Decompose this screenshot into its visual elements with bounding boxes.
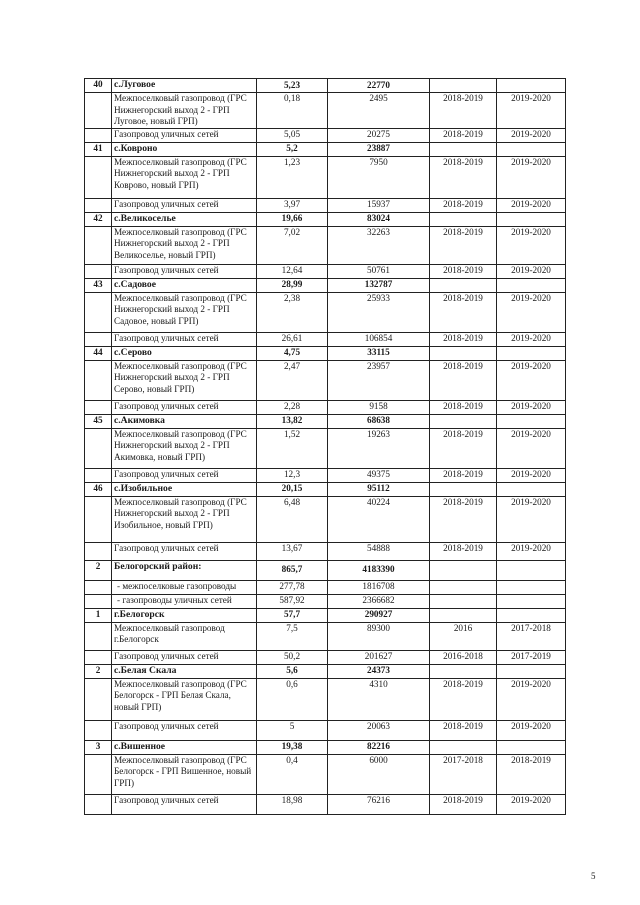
period-end (497, 580, 566, 594)
row-name: Газопровод уличных сетей (112, 128, 257, 142)
period-start: 2018-2019 (430, 292, 497, 332)
pipeline-row (85, 496, 566, 542)
settlement-row (85, 664, 566, 678)
cost-value: 95112 (328, 482, 430, 496)
period-start (430, 560, 497, 580)
row-name: Газопровод уличных сетей (112, 468, 257, 482)
cost-value: 23887 (328, 142, 430, 156)
table-body (85, 79, 566, 815)
row-number: 46 (85, 482, 112, 496)
period-end: 2019-2020 (497, 332, 566, 346)
row-number: 42 (85, 212, 112, 226)
row-name: Газопровод уличных сетей (112, 542, 257, 560)
length-km: 4,75 (257, 346, 328, 360)
row-number (85, 226, 112, 264)
row-number (85, 360, 112, 400)
cost-value: 201627 (328, 650, 430, 664)
length-km: 5,23 (257, 79, 328, 93)
period-end: 2017-2018 (497, 622, 566, 650)
period-end (497, 560, 566, 580)
period-start (430, 212, 497, 226)
period-end: 2019-2020 (497, 93, 566, 129)
row-name: Белогорский район: (112, 560, 257, 580)
row-number (85, 428, 112, 468)
period-start: 2018-2019 (430, 496, 497, 542)
length-km: 28,99 (257, 278, 328, 292)
row-number (85, 542, 112, 560)
length-km: 0,4 (257, 754, 328, 794)
cost-value: 25933 (328, 292, 430, 332)
cost-value: 24373 (328, 664, 430, 678)
settlement-row (85, 560, 566, 580)
row-name: Газопровод уличных сетей (112, 720, 257, 740)
length-km: 5 (257, 720, 328, 740)
pipeline-row (85, 156, 566, 198)
period-end: 2019-2020 (497, 226, 566, 264)
row-name: Межпоселковый газопровод (ГРС Нижнегорский выход 2 - ГРП Изобильное, новый ГРП) (112, 496, 257, 542)
length-km: 3,97 (257, 198, 328, 212)
row-number (85, 468, 112, 482)
period-end: 2019-2020 (497, 720, 566, 740)
summary-row (85, 594, 566, 608)
pipeline-row (85, 332, 566, 346)
length-km: 12,3 (257, 468, 328, 482)
row-number (85, 794, 112, 814)
row-name: Межпоселковый газопровод (ГРС Нижнегорский выход 2 - ГРП Коврово, новый ГРП) (112, 156, 257, 198)
pipeline-row (85, 794, 566, 814)
row-name: с.Вишенное (112, 740, 257, 754)
cost-value: 132787 (328, 278, 430, 292)
length-km: 7,02 (257, 226, 328, 264)
row-number: 45 (85, 414, 112, 428)
cost-value: 23957 (328, 360, 430, 400)
period-start: 2018-2019 (430, 542, 497, 560)
cost-value: 68638 (328, 414, 430, 428)
period-start: 2018-2019 (430, 720, 497, 740)
cost-value: 50761 (328, 264, 430, 278)
period-start (430, 278, 497, 292)
row-number (85, 156, 112, 198)
row-name: с.Луговое (112, 79, 257, 93)
row-number (85, 594, 112, 608)
row-name: с.Ковроно (112, 142, 257, 156)
length-km: 865,7 (257, 560, 328, 580)
cost-value: 33115 (328, 346, 430, 360)
period-start: 2018-2019 (430, 264, 497, 278)
pipeline-row (85, 678, 566, 720)
cost-value: 82216 (328, 740, 430, 754)
row-number (85, 754, 112, 794)
row-number (85, 128, 112, 142)
length-km: 5,6 (257, 664, 328, 678)
period-start: 2018-2019 (430, 226, 497, 264)
cost-value: 40224 (328, 496, 430, 542)
row-number (85, 720, 112, 740)
period-end: 2019-2020 (497, 428, 566, 468)
cost-value: 83024 (328, 212, 430, 226)
settlement-row (85, 482, 566, 496)
length-km: 5,2 (257, 142, 328, 156)
row-number (85, 400, 112, 414)
period-start (430, 580, 497, 594)
period-start: 2018-2019 (430, 93, 497, 129)
length-km: 19,66 (257, 212, 328, 226)
length-km: 1,52 (257, 428, 328, 468)
cost-value: 7950 (328, 156, 430, 198)
period-start: 2018-2019 (430, 360, 497, 400)
row-number: 3 (85, 740, 112, 754)
length-km: 7,5 (257, 622, 328, 650)
row-name: - газопроводы уличных сетей (112, 594, 257, 608)
row-number (85, 650, 112, 664)
row-number (85, 93, 112, 129)
pipeline-row (85, 468, 566, 482)
period-end: 2019-2020 (497, 198, 566, 212)
settlement-row (85, 79, 566, 93)
period-start: 2018-2019 (430, 468, 497, 482)
row-number: 43 (85, 278, 112, 292)
length-km: 19,38 (257, 740, 328, 754)
length-km: 0,6 (257, 678, 328, 720)
cost-value: 106854 (328, 332, 430, 346)
period-start: 2016 (430, 622, 497, 650)
row-name: с.Акимовка (112, 414, 257, 428)
row-name: с.Изобильное (112, 482, 257, 496)
length-km: 18,98 (257, 794, 328, 814)
pipeline-row (85, 400, 566, 414)
cost-value: 15937 (328, 198, 430, 212)
period-start (430, 79, 497, 93)
cost-value: 4183390 (328, 560, 430, 580)
pipeline-row (85, 754, 566, 794)
cost-value: 76216 (328, 794, 430, 814)
cost-value: 89300 (328, 622, 430, 650)
length-km: 6,48 (257, 496, 328, 542)
period-end: 2019-2020 (497, 360, 566, 400)
period-end: 2019-2020 (497, 678, 566, 720)
period-start (430, 142, 497, 156)
length-km: 5,05 (257, 128, 328, 142)
settlement-row (85, 278, 566, 292)
row-number (85, 264, 112, 278)
period-end: 2019-2020 (497, 264, 566, 278)
period-end (497, 212, 566, 226)
pipeline-row (85, 93, 566, 129)
period-end (497, 608, 566, 622)
period-end (497, 142, 566, 156)
length-km: 587,92 (257, 594, 328, 608)
period-end: 2019-2020 (497, 156, 566, 198)
period-start: 2018-2019 (430, 332, 497, 346)
length-km: 26,61 (257, 332, 328, 346)
pipeline-row (85, 360, 566, 400)
period-start (430, 414, 497, 428)
length-km: 2,28 (257, 400, 328, 414)
period-start: 2018-2019 (430, 794, 497, 814)
period-start: 2017-2018 (430, 754, 497, 794)
cost-value: 9158 (328, 400, 430, 414)
row-number: 2 (85, 560, 112, 580)
period-end: 2018-2019 (497, 754, 566, 794)
pipeline-row (85, 622, 566, 650)
row-name: Межпоселковый газопровод (ГРС Нижнегорский выход 2 - ГРП Луговое, новый ГРП) (112, 93, 257, 129)
period-start (430, 594, 497, 608)
length-km: 50,2 (257, 650, 328, 664)
period-end: 2019-2020 (497, 542, 566, 560)
period-end (497, 594, 566, 608)
row-name: Газопровод уличных сетей (112, 264, 257, 278)
length-km: 20,15 (257, 482, 328, 496)
row-name: Межпоселковый газопровод (ГРС Нижнегорский выход 2 - ГРП Великоселье, новый ГРП) (112, 226, 257, 264)
pipeline-row (85, 650, 566, 664)
row-name: Газопровод уличных сетей (112, 400, 257, 414)
row-name: Межпоселковый газопровод (ГРС Нижнегорский выход 2 - ГРП Садовое, новый ГРП) (112, 292, 257, 332)
pipeline-row (85, 128, 566, 142)
cost-value: 32263 (328, 226, 430, 264)
period-start: 2018-2019 (430, 198, 497, 212)
length-km: 12,64 (257, 264, 328, 278)
period-end: 2019-2020 (497, 128, 566, 142)
row-number (85, 496, 112, 542)
row-number (85, 678, 112, 720)
row-number: 44 (85, 346, 112, 360)
period-start: 2018-2019 (430, 678, 497, 720)
period-end (497, 482, 566, 496)
row-name: Межпоселковый газопровод (ГРС Нижнегорский выход 2 - ГРП Серово, новый ГРП) (112, 360, 257, 400)
settlement-row (85, 740, 566, 754)
row-name: с.Белая Скала (112, 664, 257, 678)
pipeline-row (85, 428, 566, 468)
row-name: Газопровод уличных сетей (112, 794, 257, 814)
settlement-row (85, 414, 566, 428)
settlement-row (85, 142, 566, 156)
period-start (430, 346, 497, 360)
row-name: г.Белогорск (112, 608, 257, 622)
period-start: 2016-2018 (430, 650, 497, 664)
row-number: 1 (85, 608, 112, 622)
period-end (497, 664, 566, 678)
cost-value: 22770 (328, 79, 430, 93)
row-name: Межпоселковый газопровод (ГРС Белогорск - ГРП Вишенное, новый ГРП) (112, 754, 257, 794)
row-name: - межпоселковые газопроводы (112, 580, 257, 594)
period-end: 2019-2020 (497, 292, 566, 332)
pipeline-row (85, 264, 566, 278)
summary-row (85, 580, 566, 594)
cost-value: 1816708 (328, 580, 430, 594)
period-end: 2019-2020 (497, 400, 566, 414)
length-km: 2,47 (257, 360, 328, 400)
period-end: 2019-2020 (497, 794, 566, 814)
pipeline-row (85, 198, 566, 212)
row-name: с.Серово (112, 346, 257, 360)
period-end (497, 740, 566, 754)
row-name: с.Садовое (112, 278, 257, 292)
cost-value: 54888 (328, 542, 430, 560)
row-name: Межпоселковый газопровод г.Белогорск (112, 622, 257, 650)
row-number: 41 (85, 142, 112, 156)
pipeline-row (85, 226, 566, 264)
gas-pipeline-table (84, 78, 566, 815)
cost-value: 20063 (328, 720, 430, 740)
cost-value: 4310 (328, 678, 430, 720)
row-number: 40 (85, 79, 112, 93)
period-start: 2018-2019 (430, 400, 497, 414)
period-start: 2018-2019 (430, 156, 497, 198)
settlement-row (85, 608, 566, 622)
cost-value: 290927 (328, 608, 430, 622)
period-end: 2019-2020 (497, 468, 566, 482)
period-start: 2018-2019 (430, 128, 497, 142)
cost-value: 19263 (328, 428, 430, 468)
row-number (85, 580, 112, 594)
period-end (497, 414, 566, 428)
row-number (85, 198, 112, 212)
pipeline-row (85, 292, 566, 332)
period-start: 2018-2019 (430, 428, 497, 468)
period-end (497, 346, 566, 360)
row-number: 2 (85, 664, 112, 678)
cost-value: 6000 (328, 754, 430, 794)
cost-value: 20275 (328, 128, 430, 142)
settlement-row (85, 346, 566, 360)
length-km: 1,23 (257, 156, 328, 198)
period-end (497, 278, 566, 292)
cost-value: 49375 (328, 468, 430, 482)
period-end: 2017-2019 (497, 650, 566, 664)
period-end (497, 79, 566, 93)
period-start (430, 608, 497, 622)
settlement-row (85, 212, 566, 226)
length-km: 0,18 (257, 93, 328, 129)
period-start (430, 664, 497, 678)
pipeline-row (85, 720, 566, 740)
period-start (430, 482, 497, 496)
row-name: с.Великоселье (112, 212, 257, 226)
pipeline-row (85, 542, 566, 560)
row-name: Межпоселковый газопровод (ГРС Нижнегорский выход 2 - ГРП Акимовка, новый ГРП) (112, 428, 257, 468)
length-km: 57,7 (257, 608, 328, 622)
length-km: 277,78 (257, 580, 328, 594)
row-name: Газопровод уличных сетей (112, 650, 257, 664)
page-number: 5 (591, 871, 596, 881)
length-km: 13,67 (257, 542, 328, 560)
row-number (85, 292, 112, 332)
row-number (85, 332, 112, 346)
length-km: 2,38 (257, 292, 328, 332)
row-name: Газопровод уличных сетей (112, 332, 257, 346)
row-number (85, 622, 112, 650)
cost-value: 2366682 (328, 594, 430, 608)
period-end: 2019-2020 (497, 496, 566, 542)
cost-value: 2495 (328, 93, 430, 129)
row-name: Межпоселковый газопровод (ГРС Белогорск - ГРП Белая Скала, новый ГРП) (112, 678, 257, 720)
period-start (430, 740, 497, 754)
row-name: Газопровод уличных сетей (112, 198, 257, 212)
length-km: 13,82 (257, 414, 328, 428)
